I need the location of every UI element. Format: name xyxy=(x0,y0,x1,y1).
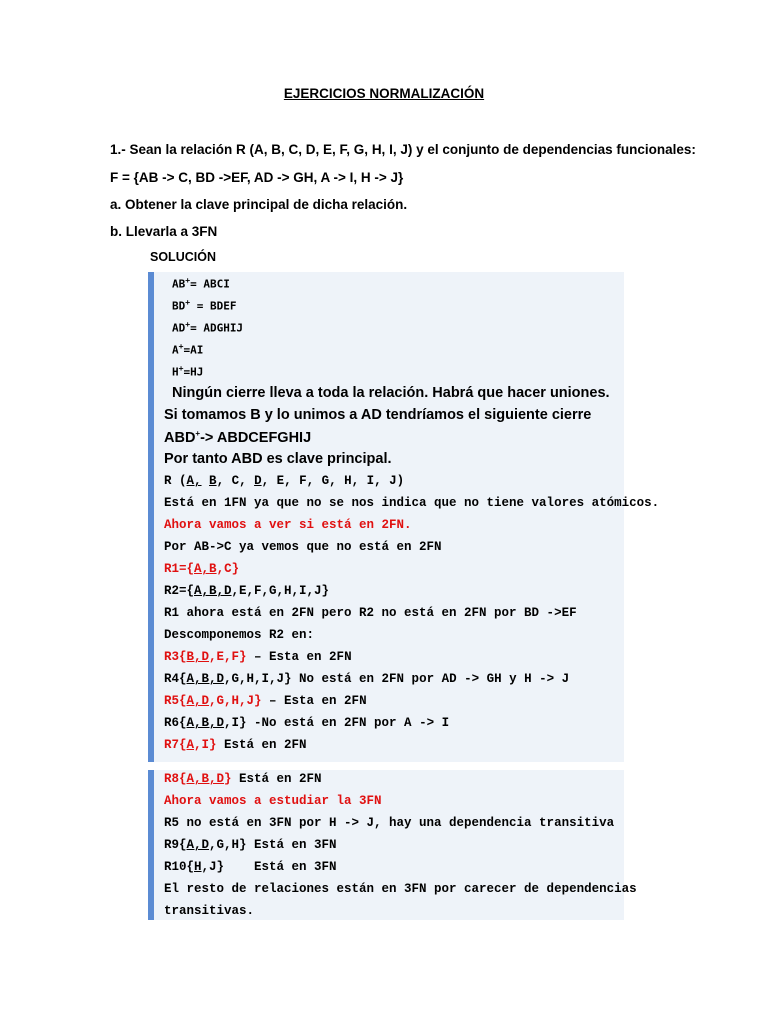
text-part: R6{ xyxy=(164,716,187,730)
text-part: ,G,H} Está en 3FN xyxy=(209,838,337,852)
closure-rhs: = ABCI xyxy=(190,277,230,291)
closure-sup: + xyxy=(178,364,184,373)
key-attr: B xyxy=(209,474,217,488)
key-attr: A,B,D xyxy=(186,716,225,730)
relation-r xyxy=(164,474,404,488)
closure-sup: + xyxy=(185,298,191,307)
key-attr: B xyxy=(209,562,217,576)
key-attr: A,D xyxy=(186,694,210,708)
text-part: Está en 2FN xyxy=(231,772,322,786)
key-attr: D xyxy=(254,474,262,488)
key-attr: A,B,D xyxy=(194,584,232,598)
page-title: EJERCICIOS NORMALIZACIÓN xyxy=(283,86,485,101)
closure-a xyxy=(172,342,203,357)
relation-r5 xyxy=(164,694,367,708)
relation-r9 xyxy=(164,838,337,852)
closure-lhs: H xyxy=(172,365,179,379)
por-ab-text: Por AB->C ya vemos que no está en 2FN xyxy=(164,540,442,554)
closure-rhs: = BDEF xyxy=(190,299,237,313)
closure-h xyxy=(172,364,203,379)
text-part: ,G,H,J} xyxy=(209,694,262,708)
relation-r3 xyxy=(164,650,352,664)
resto-text-2: transitivas. xyxy=(164,904,255,918)
text-part: R2={ xyxy=(164,584,195,598)
text-part: R1={ xyxy=(164,562,195,576)
resto-text-1: El resto de relaciones están en 3FN por carecer de dependencias xyxy=(164,882,637,896)
r1-ahora-text: R1 ahora está en 2FN pero R2 no está en 2FN por BD ->EF xyxy=(164,606,577,620)
closure-ad xyxy=(172,320,243,335)
closure-rhs: = ADGHIJ xyxy=(190,321,244,335)
text-part: R8{ xyxy=(164,772,187,786)
key-attr: A xyxy=(194,562,202,576)
text-part: R5{ xyxy=(164,694,187,708)
relation-r4 xyxy=(164,672,569,686)
statement-line-3: a. Obtener la clave principal de dicha relación. xyxy=(110,197,408,212)
r5-no-text: R5 no está en 3FN por H -> J, hay una dependencia transitiva xyxy=(164,816,615,830)
si-tomamos-text: Si tomamos B y lo unimos a AD tendríamos el siguiente cierre xyxy=(164,407,592,423)
text-part: , C, xyxy=(216,474,255,488)
key-attr: B,D xyxy=(186,650,210,664)
closure-sup: + xyxy=(185,276,191,285)
closure-lhs: AB xyxy=(172,277,186,291)
key-attr: A, xyxy=(186,474,202,488)
text-part: ,C} xyxy=(216,562,240,576)
esta-1fn-text: Está en 1FN ya que no se nos indica que no tiene valores atómicos. xyxy=(164,496,660,510)
closure-ab xyxy=(172,276,230,291)
closure-lhs: AD xyxy=(172,321,186,335)
r7-red xyxy=(164,738,217,752)
r5-red xyxy=(164,694,262,708)
closure-rhs: =HJ xyxy=(183,365,204,379)
closure-lhs: BD xyxy=(172,299,186,313)
text-part: – Esta en 2FN xyxy=(246,650,352,664)
r3-red xyxy=(164,650,247,664)
relation-r8 xyxy=(164,772,322,786)
closure-sup: + xyxy=(185,320,191,329)
relation-r6 xyxy=(164,716,449,730)
statement-line-2: F = {AB -> C, BD ->EF, AD -> GH, A -> I, H -> J} xyxy=(110,170,404,185)
key-attr: A,B,D xyxy=(186,672,225,686)
ahora-2fn-text: Ahora vamos a ver si está en 2FN. xyxy=(164,518,412,532)
closure-lhs: ABD xyxy=(164,429,196,446)
text-part: R4{ xyxy=(164,672,187,686)
text-part: – Esta en 2FN xyxy=(261,694,367,708)
text-part: , E, F, G, H, I, J) xyxy=(261,474,405,488)
text-part: ,I} xyxy=(194,738,217,752)
text-part: R7{ xyxy=(164,738,187,752)
key-attr: A,B,D xyxy=(186,772,225,786)
ninguno-text: Ningún cierre lleva a toda la relación. Habrá que hacer uniones. xyxy=(172,385,610,401)
statement-line-4: b. Llevarla a 3FN xyxy=(110,224,218,239)
closure-sup: + xyxy=(178,342,184,351)
text-part: R3{ xyxy=(164,650,187,664)
text-part: R10{ xyxy=(164,860,195,874)
text-part: ,E,F,G,H,I,J} xyxy=(231,584,330,598)
text-part: ,G,H,I,J} No está en 2FN por AD -> GH y H -> J xyxy=(224,672,570,686)
statement-line-1: 1.- Sean la relación R (A, B, C, D, E, F, G, H, I, J) y el conjunto de dependencias funcionales: xyxy=(110,142,696,157)
relation-r10 xyxy=(164,860,337,874)
r8-red xyxy=(164,772,232,786)
closure-bd xyxy=(172,298,236,313)
relation-r2 xyxy=(164,584,329,598)
text-part: R ( xyxy=(164,474,187,488)
closure-lhs: A xyxy=(172,343,179,357)
key-attr: A xyxy=(186,738,195,752)
text-part: ,I} -No está en 2FN por A -> I xyxy=(224,716,450,730)
text-part: , xyxy=(201,562,210,576)
text-part: } xyxy=(224,772,232,786)
key-attr: A,D xyxy=(186,838,210,852)
solution-box-2 xyxy=(148,770,637,920)
por-tanto-text: Por tanto ABD es clave principal. xyxy=(164,451,392,467)
solution-label: SOLUCIÓN xyxy=(150,250,216,264)
closure-sup: + xyxy=(195,429,201,438)
text-part: ,E,F} xyxy=(209,650,247,664)
descomp-text: Descomponemos R2 en: xyxy=(164,628,315,642)
text-part: ,J} Está en 3FN xyxy=(201,860,337,874)
closure-rhs: =AI xyxy=(183,343,204,357)
abd-closure xyxy=(164,429,311,446)
key-attr: H xyxy=(194,860,202,874)
text-part: Está en 2FN xyxy=(216,738,307,752)
relation-r7 xyxy=(164,738,307,752)
closure-rhs: -> ABDCEFGHIJ xyxy=(200,429,312,446)
relation-r1 xyxy=(164,562,239,576)
ahora-3fn-text: Ahora vamos a estudiar la 3FN xyxy=(164,794,382,808)
solution-box-1 xyxy=(148,272,660,762)
text-part: R9{ xyxy=(164,838,187,852)
